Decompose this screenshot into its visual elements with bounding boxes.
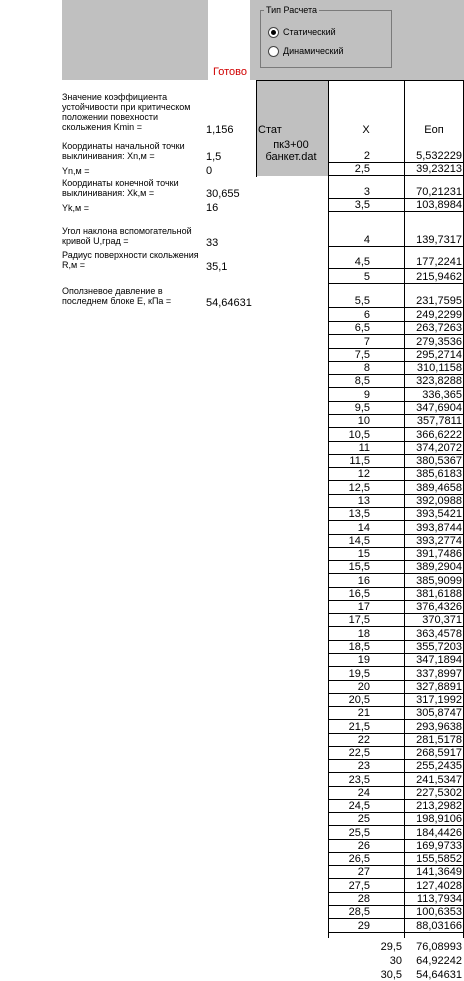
col-eop-header: Eоп [424,124,444,136]
table-row-x: 21,5 [348,721,370,733]
table-row-x: 22,5 [348,747,370,759]
table-row-eop: 392,0988 [416,495,462,507]
stat-header: Стат [258,124,282,136]
table-row-eop: 169,9733 [416,840,462,852]
table-row-x: 14 [357,522,370,534]
table-row-divider [328,268,464,269]
table-row-eop: 295,2714 [416,349,462,361]
table-row-x: 4 [363,234,370,246]
table-row-x: 10,5 [348,429,370,441]
table-row-x: 5 [363,271,370,283]
table-row-x: 4,5 [354,256,370,268]
table-row-eop: 317,1992 [416,694,462,706]
table-row-eop: 393,5421 [416,508,462,520]
table-row-eop: 389,2904 [416,561,462,573]
table-row-eop: 391,7486 [416,548,462,560]
table-row-x: 29 [357,920,370,932]
radio-dynamic-circle[interactable] [268,46,279,57]
table-row-x: 10 [357,415,370,427]
table-row-x: 28 [357,893,370,905]
table-row-x: 28,5 [348,906,370,918]
table-row-eop: 184,4426 [416,827,462,839]
table-row-eop: 393,8744 [416,522,462,534]
table-row-eop: 393,2774 [416,535,462,547]
u-label: Угол наклона вспомогательной кривой U,град = [62,226,192,246]
table-row-eop: 347,6904 [416,402,462,414]
table-row-eop: 376,4326 [416,601,462,613]
table-row-divider [328,283,464,284]
table-row-eop: 310,1158 [416,362,462,374]
kmin-value: 1,156 [206,124,234,136]
table-row-divider [328,427,464,428]
table-row-x: 29,5 [380,941,402,953]
table-row-x: 9 [363,389,370,401]
file-label: пк3+00 банкет.dat [265,139,317,163]
table-row-eop: 293,9638 [416,721,462,733]
table-row-eop: 139,7317 [416,234,462,246]
table-row-eop: 231,7595 [416,295,462,307]
table-row-eop: 370,371 [422,614,462,626]
table-row-eop: 357,7811 [416,415,462,427]
table-row-x: 26,5 [348,853,370,865]
table-row-x: 2 [363,150,370,162]
table-row-x: 15 [357,548,370,560]
table-row-x: 23 [357,760,370,772]
table-row-eop: 374,2072 [416,442,462,454]
table-row-eop: 100,6353 [416,906,462,918]
yn-value: 0 [206,165,213,177]
radio-static-label: Статический [283,27,336,37]
table-row-eop: 389,4658 [416,482,462,494]
table-row-eop: 323,8288 [416,375,462,387]
table-row-eop: 213,2982 [416,800,462,812]
table-row-x: 16,5 [348,588,370,600]
table-row-eop: 337,8997 [416,668,462,680]
table-row-divider [328,211,464,212]
table-row-eop: 249,2299 [416,309,462,321]
yk-label: Yk,м = [62,203,89,213]
table-row-divider [328,666,464,667]
table-row-x: 22 [357,734,370,746]
yk-value: 16 [206,202,219,214]
col-x-header: X [362,124,370,136]
table-row-x: 17,5 [348,614,370,626]
table-row-divider [328,246,464,247]
calc-type-title: Тип Расчета [266,5,318,15]
radio-static[interactable] [268,27,378,39]
xn-value: 1,5 [206,151,222,163]
table-row-x: 11,5 [349,455,370,467]
table-row-x: 19,5 [348,668,370,680]
table-row-divider [328,573,464,574]
table-row-eop: 381,6188 [416,588,462,600]
table-row-eop: 198,9106 [416,813,462,825]
table-row-eop: 255,2435 [416,760,462,772]
table-row-eop: 88,03166 [416,920,462,932]
table-row-x: 25,5 [348,827,370,839]
table-row-x: 7,5 [354,349,370,361]
table-row-x: 27 [357,866,370,878]
grid-line-top [256,80,464,81]
calc-type-groupbox [260,10,392,68]
table-row-eop: 355,7203 [416,641,462,653]
table-row-eop: 5,532229 [416,150,462,162]
table-row-eop: 363,4578 [416,628,462,640]
table-row-x: 18,5 [348,641,370,653]
table-row-divider [328,772,464,773]
table-row-x: 12 [357,468,370,480]
table-row-divider [328,307,464,308]
table-row-eop: 54,64631 [416,969,462,981]
xk-value: 30,655 [206,188,240,200]
table-row-x: 3,5 [354,199,370,211]
table-row-divider [328,480,464,481]
table-row-x: 12,5 [348,482,370,494]
table-row-x: 30,5 [380,969,402,981]
table-row-eop: 141,3649 [416,866,462,878]
table-row-eop: 155,5852 [416,853,462,865]
radio-static-dot [271,30,276,35]
r-value: 35,1 [206,261,228,273]
table-row-x: 9,5 [354,402,370,414]
table-row-x: 6 [363,309,370,321]
table-row-x: 25 [357,813,370,825]
table-row-divider [328,520,464,521]
table-row-x: 6,5 [354,322,370,334]
xn-label: Координаты начальной точки выклинивания: Хn,м = [62,141,185,161]
table-row-x: 27,5 [348,880,370,892]
table-row-eop: 177,2241 [416,256,462,268]
radio-dynamic-label: Динамический [283,46,344,56]
yn-label: Yn,м = [62,166,90,176]
table-row-x: 7 [363,336,370,348]
table-row-x: 20 [357,681,370,693]
table-row-eop: 385,9099 [416,575,462,587]
r-label: Радиус поверхности скольжения R,м = [62,250,199,270]
xk-label: Координаты конечной точки выклинивания: Xk,м = [62,178,179,198]
kmin-label: Значение коэффициента устойчивости при критическом положении повехности скольжения Kmin = [62,92,191,132]
table-row-divider [328,334,464,335]
table-row-x: 20,5 [348,694,370,706]
table-row-x: 13,5 [348,508,370,520]
table-row-x: 21 [357,707,370,719]
table-row-eop: 103,8984 [416,199,462,211]
table-row-x: 24,5 [348,800,370,812]
table-row-eop: 305,8747 [416,707,462,719]
table-row-x: 26 [357,840,370,852]
e-value: 54,64631 [206,297,252,309]
table-row-eop: 385,6183 [416,468,462,480]
table-row-divider [328,825,464,826]
table-row-divider [328,387,464,388]
table-row-x: 23,5 [348,774,370,786]
table-row-eop: 113,7934 [416,893,462,905]
table-row-x: 14,5 [348,535,370,547]
table-row-eop: 380,5367 [416,455,462,467]
table-row-x: 30 [389,955,402,967]
table-row-divider [328,626,464,627]
table-row-eop: 76,08993 [416,941,462,953]
table-row-x: 2,5 [354,163,370,175]
table-row-x: 17 [357,601,370,613]
table-row-eop: 215,9462 [416,271,462,283]
radio-dynamic[interactable] [268,46,378,58]
status-label: Готово [213,66,247,78]
top-left-panel [62,0,208,80]
table-row-eop: 281,5178 [416,734,462,746]
table-row-divider [328,719,464,720]
table-row-x: 8,5 [354,375,370,387]
table-row-x: 19 [357,654,370,666]
table-row-eop: 64,92242 [416,955,462,967]
table-row-eop: 268,5917 [416,747,462,759]
calc-type-panel [250,0,464,80]
e-label: Оползневое давление в последнем блоке E, кПа = [62,286,172,306]
table-row-eop: 347,1894 [416,654,462,666]
table-row-eop: 70,21231 [416,186,462,198]
table-row-x: 11 [358,442,370,454]
table-row-eop: 127,4028 [416,880,462,892]
table-row-x: 15,5 [348,561,370,573]
table-row-eop: 39,23213 [416,163,462,175]
table-row-x: 8 [363,362,370,374]
table-row-x: 13 [357,495,370,507]
table-row-x: 3 [363,186,370,198]
table-row-eop: 227,5302 [416,787,462,799]
table-row-eop: 263,7263 [416,322,462,334]
grid-line-left [256,80,257,177]
table-row-x: 24 [357,787,370,799]
table-row-divider [328,878,464,879]
table-row-divider [328,918,464,919]
table-row-eop: 327,8891 [416,681,462,693]
table-row-eop: 279,3536 [416,336,462,348]
table-row-x: 18 [357,628,370,640]
table-row-eop: 336,365 [422,389,462,401]
table-row-x: 5,5 [354,295,370,307]
table-row-divider [328,932,464,933]
table-row-divider [328,175,464,176]
table-row-x: 16 [357,575,370,587]
table-row-eop: 241,5347 [416,774,462,786]
table-row-eop: 366,6222 [416,429,462,441]
u-value: 33 [206,237,219,249]
